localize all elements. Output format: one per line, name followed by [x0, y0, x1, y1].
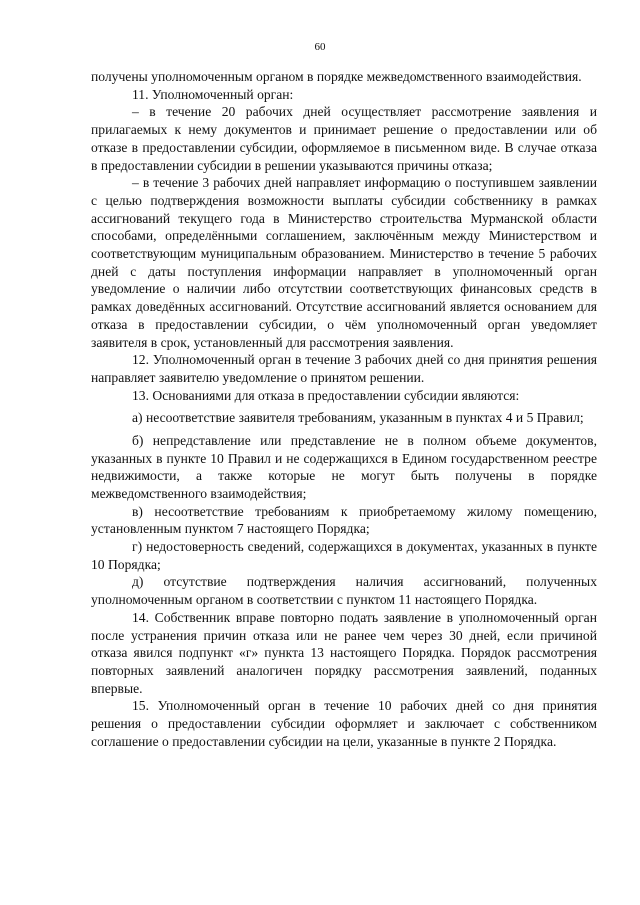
- paragraph-item-11: 11. Уполномоченный орган:: [132, 86, 294, 102]
- paragraph-item-11-dash-2: – в течение 3 рабочих дней направляет информацию о поступившем заявлении с целью подтверждения возможности выплаты субсидии собственнику в рамках ассигнований текущего года в Министерство строительства Мурманской области способами, определёнными соглашением, заключённым между Министерством и соответствующим муниципальным образованием. Министерство в течение 5 рабочих дней с даты поступления информации направляет в уполномоченный орган уведомление о наличии либо отсутствии соответствующих финансовых средств в рамках доведённых ассигнований. Отсутствие ассигнований является основанием для отказа в предоставлении субсидии, о чём уполномоченный орган уведомляет заявителя в срок, установленный для рассмотрения заявления.: [91, 175, 597, 350]
- paragraph-item-12: 12. Уполномоченный орган в течение 3 рабочих дней со дня принятия решения направляет заявителю уведомление о принятом решении.: [91, 352, 597, 385]
- paragraph-item-11-dash-1: – в течение 20 рабочих дней осуществляет рассмотрение заявления и прилагаемых к нему документов и принимает решение о предоставлении или об отказе в предоставлении субсидии, оформляемое в письменном виде. В случае отказа в предоставлении субсидии в решении указываются причины отказа;: [91, 104, 597, 173]
- paragraph-item-13-g: г) недостоверность сведений, содержащихся в документах, указанных в пункте 10 Порядка;: [91, 539, 597, 572]
- page-number: 60: [314, 41, 326, 53]
- document-body: [91, 68, 597, 751]
- paragraph-item-13-d: д) отсутствие подтверждения наличия ассигнований, полученных уполномоченным органом в соответствии с пунктом 11 настоящего Порядка.: [91, 574, 597, 608]
- paragraph-item-13: 13. Основаниями для отказа в предоставлении субсидии являются:: [132, 387, 520, 403]
- paragraph-item-15: 15. Уполномоченный орган в течение 10 рабочих дней со дня принятия решения о предоставлении субсидии оформляет и заключает с собственником соглашение о предоставлении субсидии на цели, указанные в пункте 2 Порядка.: [91, 698, 597, 749]
- paragraph-item-13-v: в) несоответствие требованиям к приобретаемому жилому помещению, установленным пунктом 7 настоящего Порядка;: [91, 503, 597, 537]
- paragraph-item-14: 14. Собственник вправе повторно подать заявление в уполномоченный орган после устранения причин отказа или не ранее чем через 30 дней, если причиной отказа явился подпункт «г» пункта 13 настоящего Порядка. Порядок рассмотрения повторных заявлений аналогичен порядку рассмотрения заявлений, поданных впервые.: [91, 609, 597, 696]
- paragraph-item-13-a: а) несоответствие заявителя требованиям, указанным в пунктах 4 и 5 Правил;: [132, 410, 584, 426]
- paragraph-continuation: получены уполномоченным органом в порядке межведомственного взаимодействия.: [91, 69, 582, 84]
- paragraph-item-13-b: б) непредставление или представление не в полном объеме документов, указанных в пункте 10 Правил и не содержащихся в Едином государственном реестре недвижимости, а также которые не могут быть получены в порядке межведомственного взаимодействия;: [91, 432, 597, 501]
